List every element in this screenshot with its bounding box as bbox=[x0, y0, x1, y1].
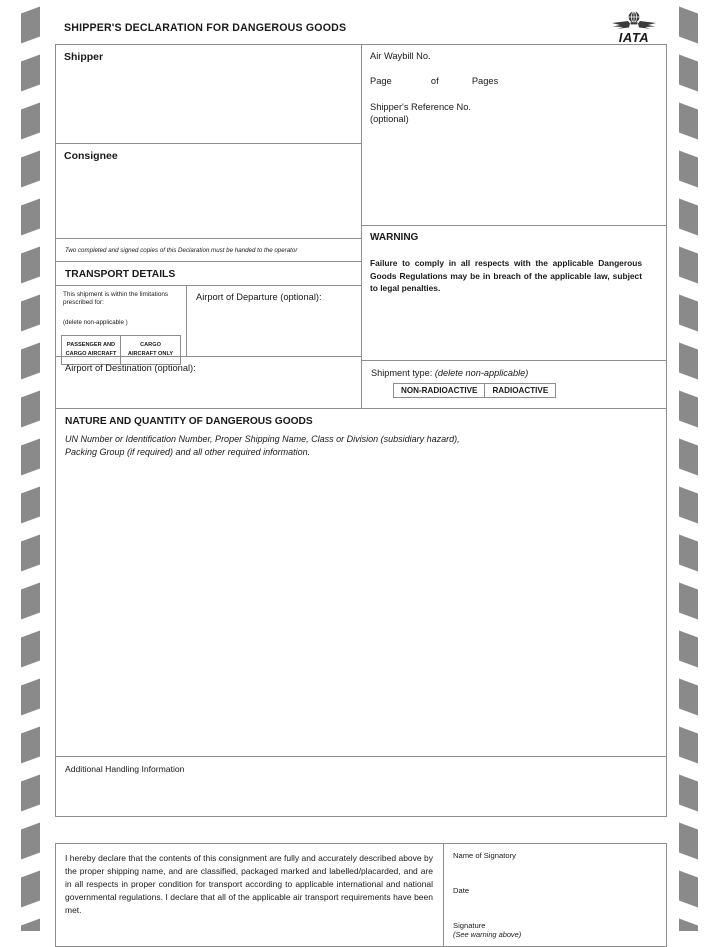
scan-edge-mark bbox=[21, 631, 40, 668]
date-field[interactable]: Date bbox=[453, 886, 470, 895]
page-of-pages-field[interactable] bbox=[370, 76, 658, 86]
scan-edge-mark bbox=[21, 343, 40, 380]
scan-edge-mark bbox=[21, 775, 40, 812]
scan-edge-mark bbox=[679, 151, 698, 188]
scan-edge-mark bbox=[679, 919, 698, 931]
copies-note-text: Two completed and signed copies of this Declaration must be handed to the operator bbox=[65, 246, 298, 254]
scan-edge-mark bbox=[21, 583, 40, 620]
declaration-text: I hereby declare that the contents of this consignment are fully and accurately described above by the proper shipping name, and are classified, packaged marked and labelled/placarded, and are in all respects in proper condition for transport according to applicable international and national governmental regulations. I declare that all of the applicable air transport requirements have been met. bbox=[65, 853, 433, 915]
scan-edge-mark bbox=[679, 487, 698, 524]
shipper-label: Shipper bbox=[64, 51, 104, 63]
iata-wordmark: IATA bbox=[618, 30, 650, 45]
additional-handling-section[interactable] bbox=[55, 757, 667, 817]
scan-edge-mark bbox=[21, 535, 40, 572]
scan-edge-mark bbox=[21, 295, 40, 332]
scan-edge-left bbox=[14, 0, 48, 931]
shipment-type-option-radioactive[interactable]: RADIOACTIVE bbox=[485, 383, 556, 398]
aircraft-option-cargo-only[interactable] bbox=[121, 335, 181, 365]
top-right-column bbox=[362, 45, 666, 408]
shipment-type-section bbox=[362, 361, 666, 408]
consignee-field[interactable] bbox=[56, 144, 361, 239]
additional-handling-label: Additional Handling Information bbox=[65, 764, 185, 774]
iata-winged-globe-icon bbox=[607, 10, 661, 32]
scan-edge-mark bbox=[21, 151, 40, 188]
scan-edge-mark bbox=[21, 439, 40, 476]
scan-edge-mark bbox=[21, 103, 40, 140]
warning-heading: WARNING bbox=[370, 232, 419, 243]
scan-edge-mark bbox=[679, 55, 698, 92]
scan-edge-mark bbox=[21, 247, 40, 284]
scan-edge-mark bbox=[679, 727, 698, 764]
scan-edge-mark bbox=[21, 487, 40, 524]
scan-edge-mark bbox=[679, 439, 698, 476]
scan-edge-mark bbox=[679, 247, 698, 284]
scan-edge-mark bbox=[679, 7, 698, 44]
delete-non-applicable-note: (delete non-applicable ) bbox=[63, 318, 128, 326]
air-waybill-label: Air Waybill No. bbox=[370, 51, 431, 61]
shippers-reference-optional: (optional) bbox=[370, 114, 409, 124]
top-left-column bbox=[56, 45, 362, 408]
scan-edge-mark bbox=[679, 295, 698, 332]
limitation-cell bbox=[56, 286, 187, 356]
scan-edge-mark bbox=[21, 679, 40, 716]
page-label: Page bbox=[370, 76, 392, 86]
form-spacer bbox=[55, 817, 667, 843]
form-header bbox=[55, 14, 667, 44]
copies-note bbox=[56, 239, 361, 262]
airport-of-destination-label: Airport of Destination (optional): bbox=[65, 363, 196, 373]
scan-edge-right bbox=[672, 0, 706, 931]
pages-label: Pages bbox=[471, 76, 499, 86]
air-waybill-field[interactable] bbox=[370, 51, 658, 61]
scan-edge-mark bbox=[679, 583, 698, 620]
name-of-signatory-field[interactable]: Name of Signatory bbox=[453, 851, 516, 860]
shipment-type-option-group bbox=[393, 383, 666, 398]
limitation-text: This shipment is within the limitations prescribed for: bbox=[63, 291, 169, 307]
aircraft-option-line1: PASSENGER AND bbox=[66, 341, 116, 348]
nature-subtitle-line2: Packing Group (if required) and all other required information. bbox=[65, 447, 311, 457]
warning-section bbox=[362, 226, 666, 361]
scan-edge-mark bbox=[679, 199, 698, 236]
aircraft-option-passenger-and-cargo[interactable] bbox=[61, 335, 121, 365]
top-block bbox=[55, 44, 667, 409]
scan-edge-mark bbox=[679, 343, 698, 380]
scan-edge-mark bbox=[679, 679, 698, 716]
scan-edge-mark bbox=[679, 631, 698, 668]
transport-limit-row bbox=[56, 285, 361, 356]
transport-details-section bbox=[56, 262, 361, 380]
airport-of-departure-label: Airport of Departure (optional): bbox=[196, 292, 322, 302]
scan-edge-mark bbox=[21, 7, 40, 44]
scan-edge-mark bbox=[679, 871, 698, 908]
warning-body: Failure to comply in all respects with the applicable Dangerous Goods Regulations may be in breach of the applicable law, subject to legal penalties. bbox=[370, 258, 642, 293]
scan-edge-mark bbox=[679, 103, 698, 140]
nature-and-quantity-section[interactable] bbox=[55, 409, 667, 757]
scan-edge-mark bbox=[679, 775, 698, 812]
signature-field[interactable]: Signature bbox=[453, 921, 486, 930]
declaration-block bbox=[55, 843, 667, 947]
aircraft-option-line2: CARGO AIRCRAFT bbox=[65, 350, 117, 357]
scan-edge-mark bbox=[21, 919, 40, 931]
scan-edge-mark bbox=[679, 535, 698, 572]
airport-of-departure-field[interactable] bbox=[187, 286, 361, 356]
scan-edge-mark bbox=[679, 823, 698, 860]
iata-logo bbox=[607, 10, 661, 43]
scan-edge-mark bbox=[21, 727, 40, 764]
scan-edge-mark bbox=[21, 823, 40, 860]
nature-subtitle-line1: UN Number or Identification Number, Proper Shipping Name, Class or Division (subsidiary hazard), bbox=[65, 434, 460, 444]
shipment-type-note: (delete non-applicable) bbox=[434, 368, 529, 378]
waybill-section bbox=[362, 45, 666, 226]
shipper-field[interactable] bbox=[56, 45, 361, 144]
scan-edge-mark bbox=[21, 55, 40, 92]
consignee-label: Consignee bbox=[64, 150, 118, 162]
aircraft-option-group bbox=[61, 335, 181, 365]
shipment-type-text: Shipment type: bbox=[371, 368, 433, 378]
shippers-reference-field[interactable] bbox=[370, 101, 658, 125]
aircraft-option-line1: CARGO bbox=[140, 341, 161, 348]
transport-details-heading: TRANSPORT DETAILS bbox=[65, 269, 176, 280]
page-title: SHIPPER'S DECLARATION FOR DANGEROUS GOODS bbox=[64, 22, 347, 34]
aircraft-option-line2: AIRCRAFT ONLY bbox=[127, 350, 174, 357]
of-label: of bbox=[430, 76, 439, 86]
scan-edge-mark bbox=[679, 391, 698, 428]
nature-heading: NATURE AND QUANTITY OF DANGEROUS GOODS bbox=[65, 416, 313, 427]
signature-warning-note: (See warning above) bbox=[453, 930, 522, 939]
scan-edge-mark bbox=[21, 871, 40, 908]
scan-edge-mark bbox=[21, 391, 40, 428]
shippers-reference-label: Shipper's Reference No. bbox=[370, 102, 471, 112]
scan-edge-mark bbox=[21, 199, 40, 236]
shippers-declaration-form bbox=[55, 14, 667, 939]
shipment-type-label bbox=[371, 368, 666, 378]
shipment-type-option-non-radioactive[interactable]: NON-RADIOACTIVE bbox=[393, 383, 485, 398]
